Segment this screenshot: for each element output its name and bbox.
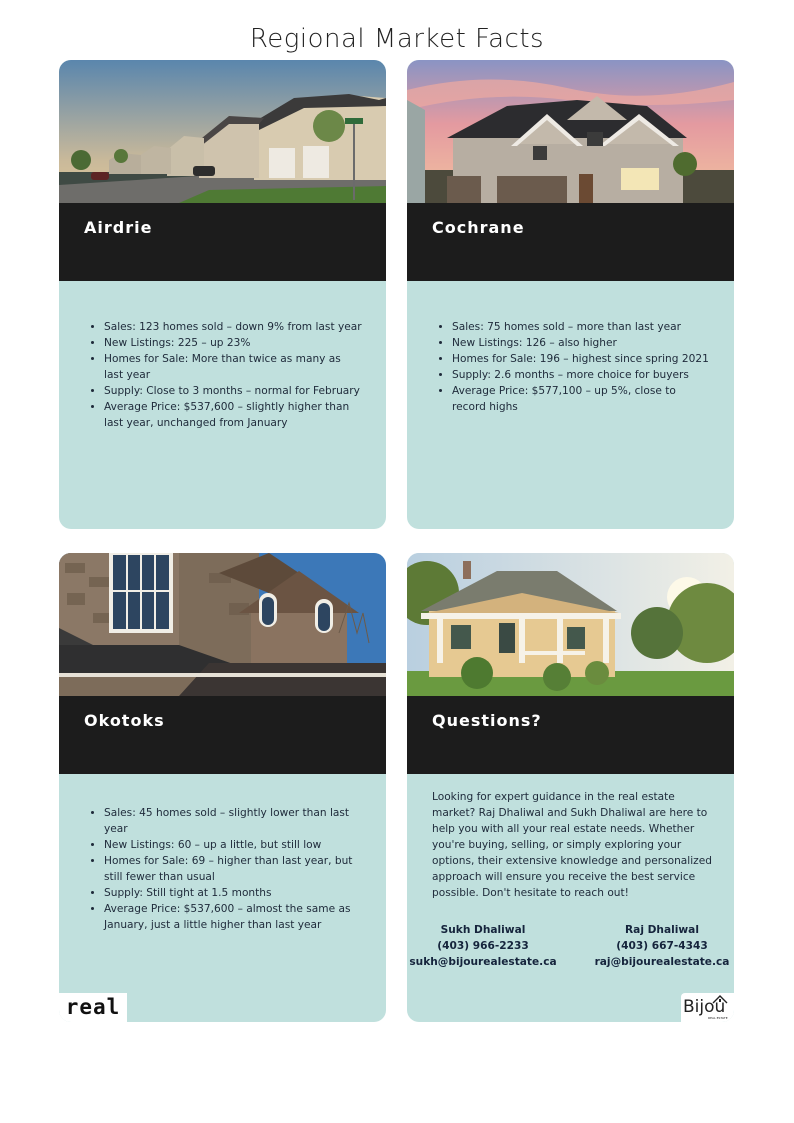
card-cochrane	[407, 60, 734, 529]
list-item: • Supply: Still tight at 1.5 months	[104, 885, 363, 901]
contact-phone[interactable]: (403) 667-4343	[616, 940, 708, 952]
bijou-logo-subtext: REAL ESTATE	[708, 1016, 728, 1020]
questions-photo	[407, 553, 734, 696]
bijou-logo-text: Bijou	[683, 997, 726, 1017]
airdrie-header	[59, 203, 386, 281]
card-heading: Okotoks	[84, 711, 165, 730]
list-item: • New Listings: 225 – up 23%	[104, 335, 363, 351]
airdrie-facts	[87, 319, 363, 431]
card-questions	[407, 553, 734, 1022]
card-heading: Questions?	[432, 711, 542, 730]
card-airdrie	[59, 60, 386, 529]
contact-phone[interactable]: (403) 966-2233	[437, 940, 529, 952]
list-item: • New Listings: 126 – also higher	[452, 335, 711, 351]
list-item: • Homes for Sale: More than twice as many as last year	[104, 351, 363, 383]
list-item: • New Listings: 60 – up a little, but still low	[104, 837, 363, 853]
list-item: • Sales: 45 homes sold – slightly lower than last year	[104, 805, 363, 837]
contact-raj	[587, 922, 734, 970]
okotoks-photo	[59, 553, 386, 696]
contact-email[interactable]: raj@bijourealestate.ca	[594, 956, 730, 968]
okotoks-header	[59, 696, 386, 774]
bijou-logo	[681, 993, 734, 1022]
card-okotoks	[59, 553, 386, 1022]
contact-email[interactable]: sukh@bijourealestate.ca	[409, 956, 557, 968]
page-title: Regional Market Facts	[249, 24, 545, 54]
real-logo: real	[59, 993, 127, 1022]
contact-sukh	[408, 922, 558, 970]
cochrane-facts	[435, 319, 711, 415]
airdrie-photo	[59, 60, 386, 203]
card-heading: Airdrie	[84, 218, 153, 237]
list-item: • Average Price: $537,600 – slightly higher than last year, unchanged from January	[104, 399, 363, 431]
list-item: • Supply: 2.6 months – more choice for buyers	[452, 367, 711, 383]
list-item: • Average Price: $537,600 – almost the same as January, just a little higher than last year	[104, 901, 363, 933]
list-item: • Supply: Close to 3 months – normal for February	[104, 383, 363, 399]
list-item: • Sales: 123 homes sold – down 9% from last year	[104, 319, 363, 335]
card-heading: Cochrane	[432, 218, 525, 237]
contact-name: Raj Dhaliwal	[625, 924, 699, 936]
okotoks-facts	[87, 805, 363, 933]
list-item: • Average Price: $577,100 – up 5%, close to record highs	[452, 383, 711, 415]
contact-name: Sukh Dhaliwal	[440, 924, 526, 936]
questions-header	[407, 696, 734, 774]
list-item: • Homes for Sale: 196 – highest since spring 2021	[452, 351, 711, 367]
list-item: • Sales: 75 homes sold – more than last year	[452, 319, 711, 335]
questions-text: Looking for expert guidance in the real estate market? Raj Dhaliwal and Sukh Dhaliwal are here to help you with all your real estate needs. Whether you're buying, selling, or simply exploring your options, their extensive knowledge and personalized approach will ensure you receive the best service possible. Don't hesitate to reach out!	[432, 791, 712, 899]
cochrane-photo	[407, 60, 734, 203]
list-item: • Homes for Sale: 69 – higher than last year, but still fewer than usual	[104, 853, 363, 885]
cochrane-header	[407, 203, 734, 281]
